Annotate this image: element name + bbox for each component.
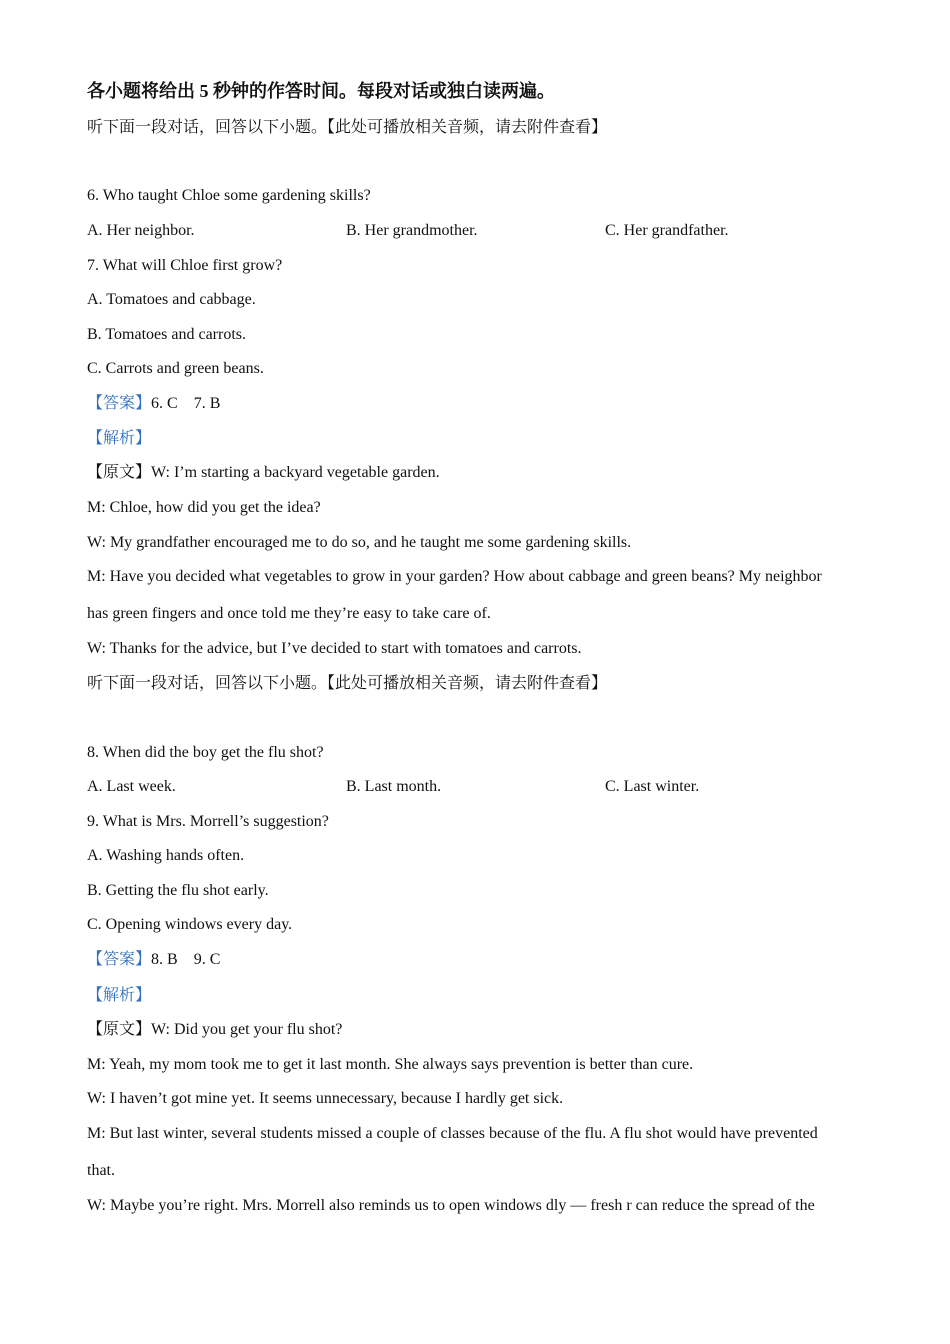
- transcript-tag: 【原文】: [87, 464, 152, 481]
- q6-option-b: B. Her grandmother.: [346, 222, 478, 239]
- answer-text: 8. B 9. C: [151, 951, 221, 968]
- transcript-text: W: I’m starting a backyard vegetable garden.: [151, 464, 440, 481]
- transcript-line: that.: [87, 1162, 115, 1179]
- q9-option-b: B. Getting the flu shot early.: [87, 882, 269, 899]
- question-7: 7. What will Chloe first grow?: [87, 257, 283, 274]
- q9-option-a: A. Washing hands often.: [87, 847, 245, 864]
- answer-text: 6. C 7. B: [151, 395, 221, 412]
- section-instruction: 各小题将给出 5 秒钟的作答时间。每段对话或独白读两遍。: [87, 81, 555, 101]
- answer-tag: 【答案】: [87, 395, 152, 412]
- q6-option-a: A. Her neighbor.: [87, 222, 195, 239]
- listening-intro-1: 听下面一段对话，回答以下小题。【此处可播放相关音频，请去附件查看】: [87, 119, 608, 136]
- q8-option-c: C. Last winter.: [605, 778, 700, 795]
- q8-option-a: A. Last week.: [87, 778, 176, 795]
- q7-option-a: A. Tomatoes and cabbage.: [87, 291, 256, 308]
- q6-option-c: C. Her grandfather.: [605, 222, 729, 239]
- listening-intro-2: 听下面一段对话，回答以下小题。【此处可播放相关音频，请去附件查看】: [87, 675, 608, 692]
- transcript-line: M: Yeah, my mom took me to get it last month. She always says prevention is better than cure.: [87, 1056, 694, 1073]
- q8-option-b: B. Last month.: [346, 778, 442, 795]
- analysis-tag: 【解析】: [87, 987, 152, 1004]
- answer-line-1: [87, 394, 220, 414]
- transcript-line: [87, 1020, 342, 1040]
- transcript-line: W: My grandfather encouraged me to do so, and he taught me some gardening skills.: [87, 534, 632, 551]
- analysis-tag: 【解析】: [87, 430, 152, 447]
- question-8: 8. When did the boy get the flu shot?: [87, 744, 324, 761]
- answer-line-2: [87, 950, 220, 970]
- q9-option-c: C. Opening windows every day.: [87, 916, 293, 933]
- transcript-text: W: Did you get your flu shot?: [151, 1021, 343, 1038]
- transcript-line: M: But last winter, several students missed a couple of classes because of the flu. A flu shot would have prevented: [87, 1125, 818, 1142]
- transcript-line: W: Maybe you’re right. Mrs. Morrell also reminds us to open windows dly — fresh r can reduce the spread of the: [87, 1197, 815, 1214]
- transcript-line: has green fingers and once told me they’re easy to take care of.: [87, 605, 491, 622]
- transcript-tag: 【原文】: [87, 1021, 152, 1038]
- q7-option-c: C. Carrots and green beans.: [87, 360, 264, 377]
- transcript-line: [87, 463, 440, 483]
- answer-tag: 【答案】: [87, 951, 152, 968]
- transcript-line: M: Chloe, how did you get the idea?: [87, 499, 321, 516]
- transcript-line: W: Thanks for the advice, but I’ve decided to start with tomatoes and carrots.: [87, 640, 582, 657]
- q7-option-b: B. Tomatoes and carrots.: [87, 326, 246, 343]
- question-9: 9. What is Mrs. Morrell’s suggestion?: [87, 813, 329, 830]
- question-6: 6. Who taught Chloe some gardening skills?: [87, 187, 371, 204]
- transcript-line: M: Have you decided what vegetables to grow in your garden? How about cabbage and green beans? My neighbor: [87, 568, 822, 585]
- transcript-line: W: I haven’t got mine yet. It seems unnecessary, because I hardly get sick.: [87, 1090, 564, 1107]
